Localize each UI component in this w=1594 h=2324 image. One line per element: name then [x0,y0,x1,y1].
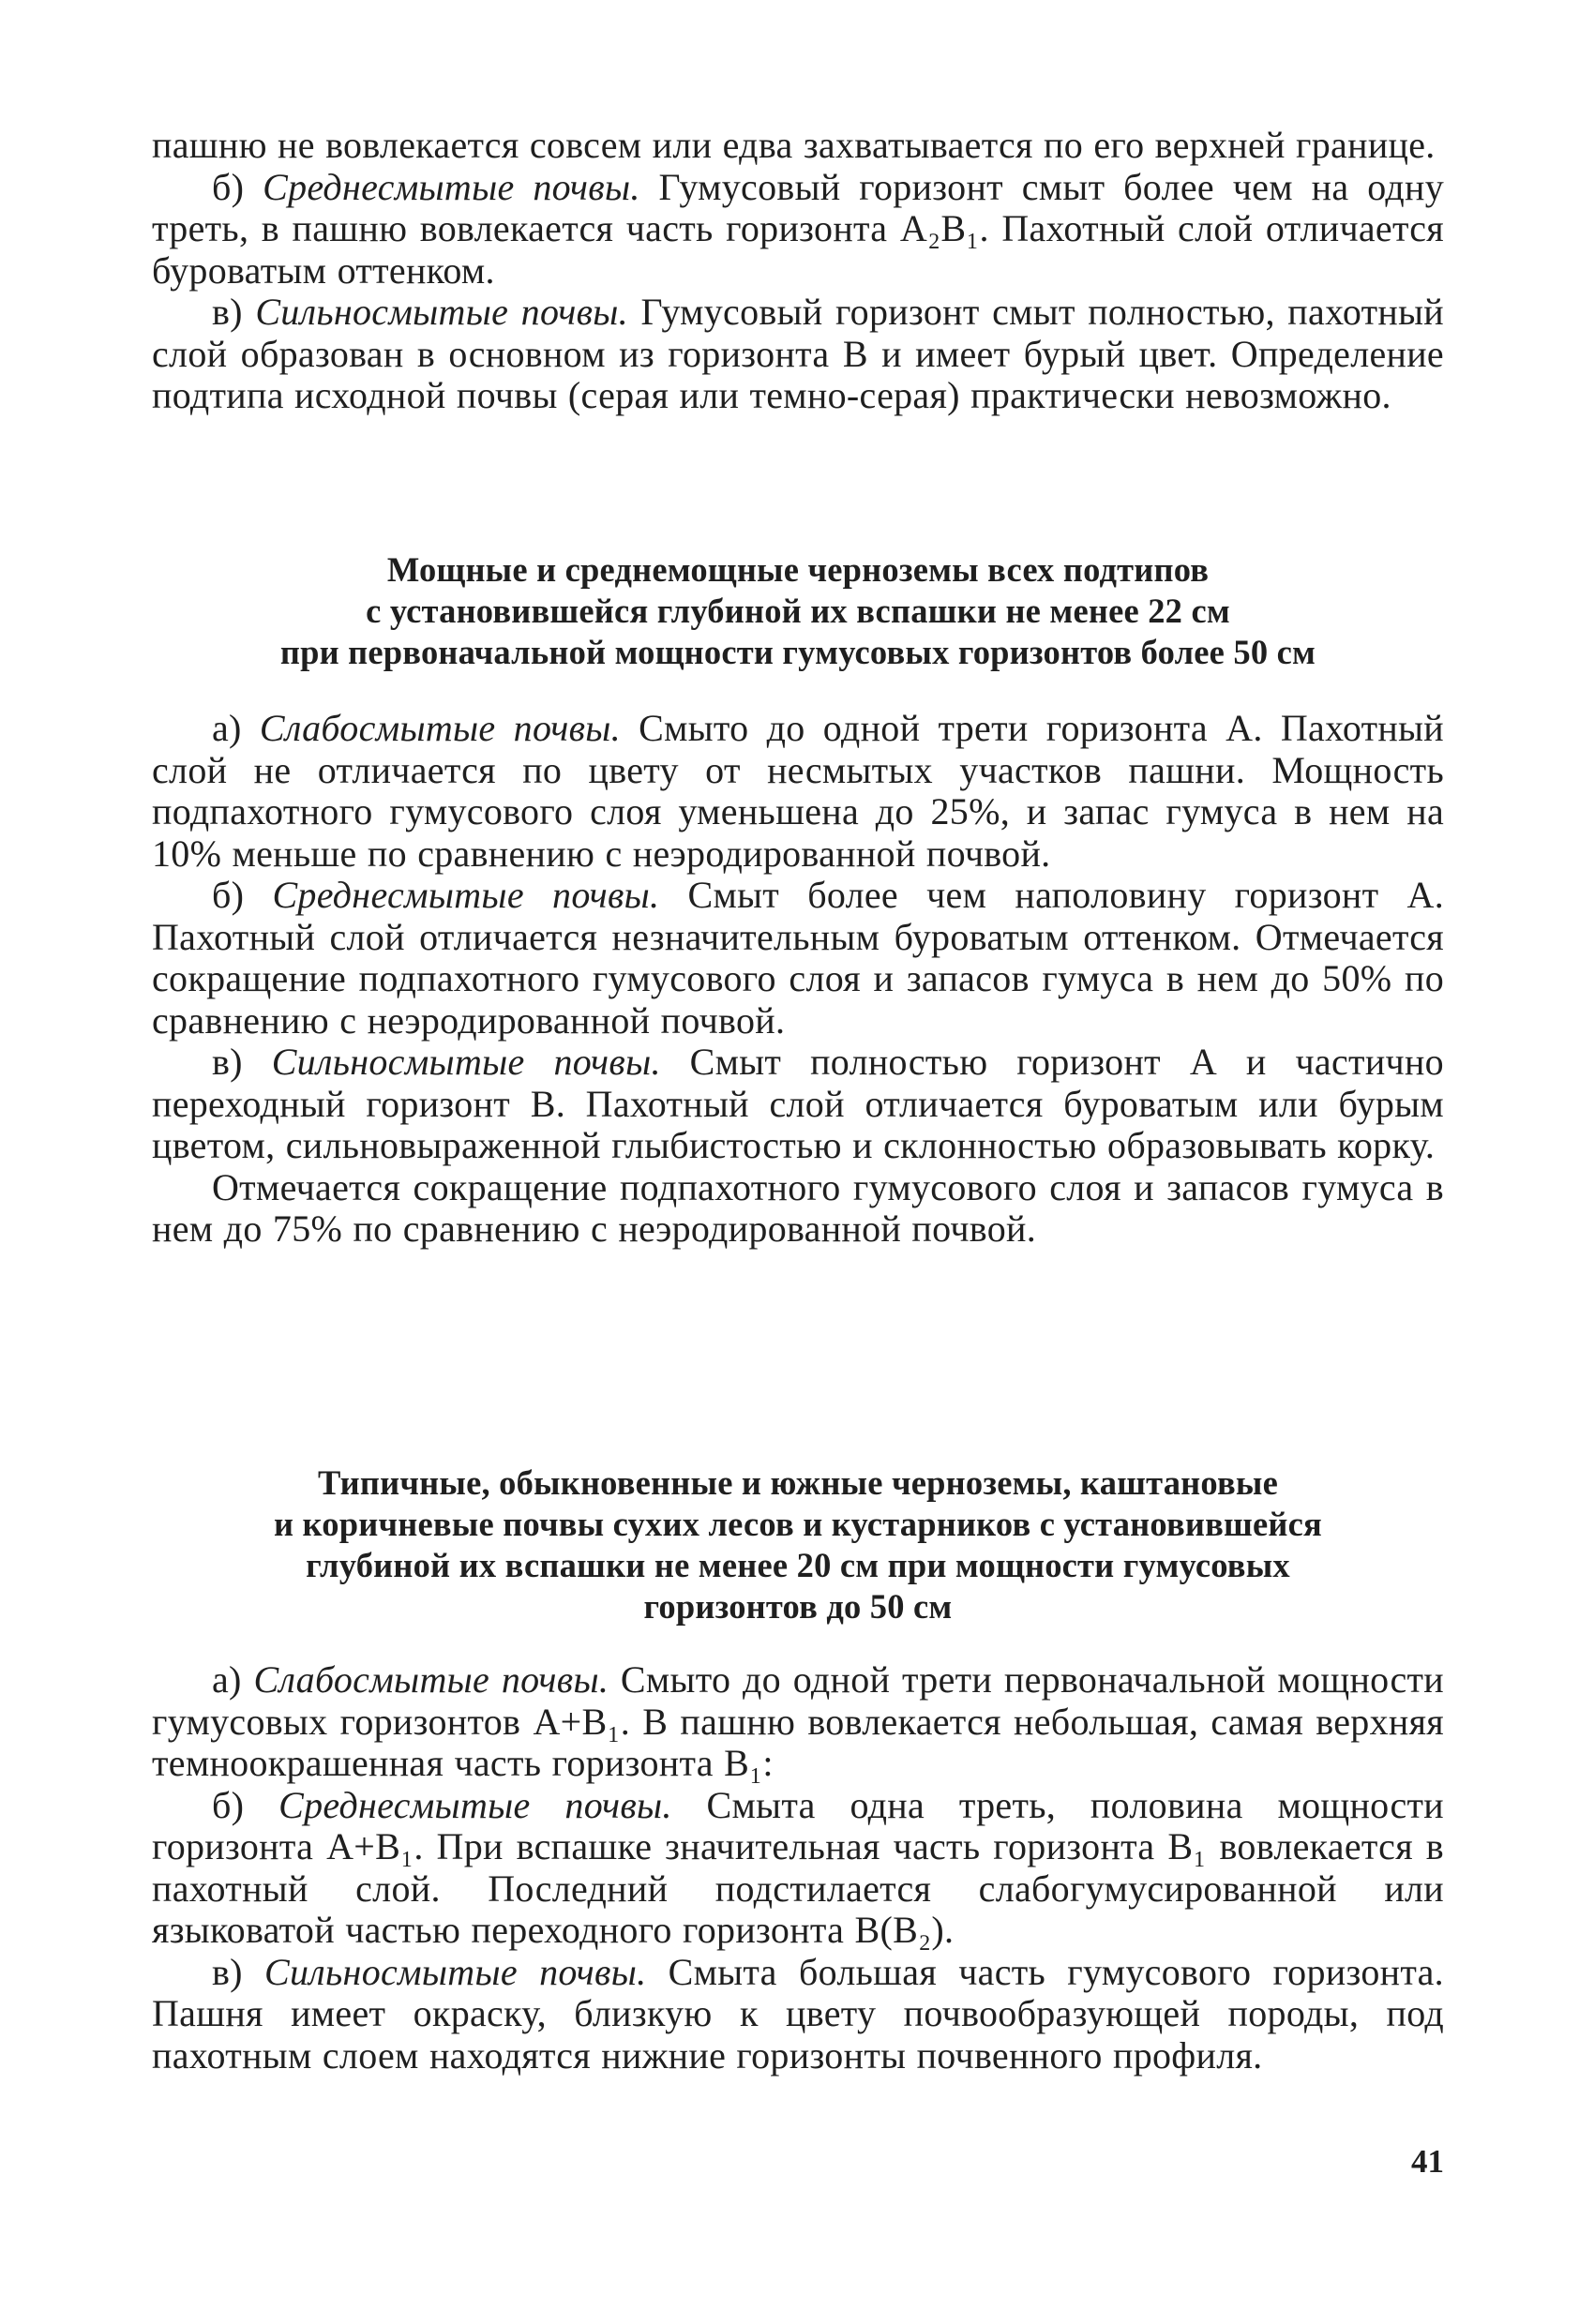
item-label: Среднесмытые почвы. [278,1783,672,1826]
paragraph-c-section-1 [152,1042,1444,1167]
item-label: Сильносмытые почвы. [264,1950,647,1993]
item-label: Среднесмытые почвы. [263,165,640,208]
item-label: Слабосмытые почвы. [253,1658,609,1701]
item-text: Смыто до одной трети горизонта А. Пахотный слой не отличается по цвету от несмытых участков пашни. Мощность подпахотного гумусового слоя уменьшена до 25%, и запас гумуса в нем на 10% меньше по сравнению с неэродированной почвой. [152,707,1444,875]
note-paragraph-section-1: Отмечается сокращение подпахотного гумусового слоя и запасов гумуса в нем до 75% по сравнению с неэродированной почвой. [152,1165,1444,1250]
heading-line: горизонтов до 50 см [643,1587,953,1626]
paragraph-a-section-1 [152,708,1444,875]
heading-line: с установившейся глубиной их вспашки не менее 22 см [366,592,1230,630]
intro-block [152,125,1444,417]
item-mark: б) [212,165,245,208]
item-text: Смыт более чем наполовину горизонт А. Пахотный слой отличается незначительным буроватым оттенком. Отмечается сокращение подпахотного гумусового слоя и запасов гумуса в нем до 50% по сравнению с неэродированной почвой. [152,874,1444,1042]
item-text: Смыто до одной трети первоначальной мощности гумусовых горизонтов А+В₁. В пашню вовлекается небольшая, самая верхняя темноокрашенная часть горизонта В₁: [152,1658,1444,1784]
paragraph-b-section-2 [152,1785,1444,1952]
heading-line: Мощные и среднемощные черноземы всех подтипов [386,550,1210,589]
section-2-heading [152,1462,1444,1627]
section-2-body [152,1659,1444,2077]
item-mark: в) [212,291,243,333]
section-1-body [152,708,1444,1251]
item-label: Сильносмытые почвы. [271,1041,661,1083]
paragraph-c-section-2 [152,1952,1444,2077]
item-mark: в) [212,1950,243,1993]
item-label: Среднесмытые почвы. [272,874,660,916]
item-mark: а) [212,707,242,749]
heading-line: и коричневые почвы сухих лесов и кустарников с установившейся [273,1505,1323,1543]
continuation-paragraph: пашню не вовлекается совсем или едва захватывается по его верхней границе. [152,124,1436,166]
item-text: Гумусовый горизонт смыт полностью, пахотный слой образован в основном из горизонта В и имеет бурый цвет. Определение подтипа исходной почвы (серая или темно-серая) практически невозможно. [152,291,1444,416]
item-text: Гумусовый горизонт смыт более чем на одну треть, в пашню вовлекается часть горизонта A₂B₁. Пахотный слой отличается буроватым оттенком. [152,165,1444,292]
item-mark: б) [212,1783,245,1826]
item-mark: а) [212,1658,242,1701]
paragraph-a-section-2 [152,1659,1444,1785]
section-1-heading [152,549,1444,673]
paragraph-c-intro [152,292,1444,417]
item-label: Сильносмытые почвы. [255,291,628,333]
page-number: 41 [1411,2143,1444,2180]
item-mark: в) [212,1041,243,1083]
paragraph-b-section-1 [152,875,1444,1042]
item-label: Слабосмытые почвы. [259,707,621,749]
item-text: Смыт полностью горизонт А и частично переходный горизонт В. Пахотный слой отличается буроватым или бурым цветом, сильновыраженной глыбистостью и склонностью образовывать корку. [152,1041,1444,1166]
heading-line: Типичные, обыкновенные и южные черноземы, каштановые [318,1463,1278,1502]
item-mark: б) [212,874,245,916]
heading-line: при первоначальной мощности гумусовых горизонтов более 50 см [279,633,1316,671]
paragraph-b-intro [152,167,1444,292]
item-text: Смыта большая часть гумусового горизонта. Пашня имеет окраску, близкую к цвету почвообразующей породы, под пахотным слоем находятся нижние горизонты почвенного профиля. [152,1950,1444,2077]
heading-line: глубиной их вспашки не менее 20 см при мощности гумусовых [306,1546,1290,1584]
item-text: Смыта одна треть, половина мощности горизонта А+В₁. При вспашке значительная часть горизонта В₁ вовлекается в пахотный слой. Последний подстилается слабогумусированной или языковатой частью переходного горизонта В(В₂). [152,1783,1445,1951]
